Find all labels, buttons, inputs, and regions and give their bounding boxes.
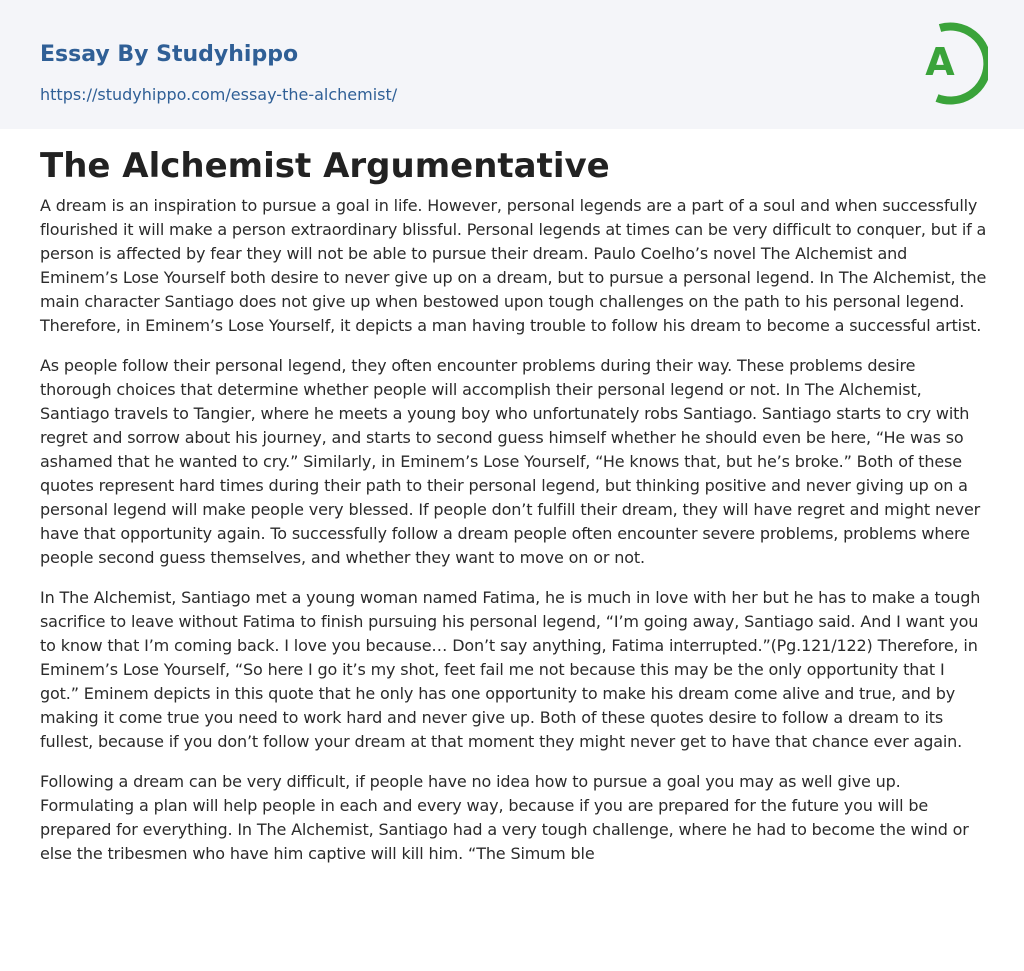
essay-body <box>40 194 988 882</box>
studyhippo-logo-icon[interactable] <box>910 18 988 106</box>
site-brand[interactable]: Essay By Studyhippo <box>40 42 299 67</box>
site-header <box>0 0 1024 129</box>
essay-paragraph-3: In The Alchemist, Santiago met a young woman named Fatima, he is much in love with her but he has to make a tough sacrifice to leave without Fatima to finish pursuing his personal legend, “I’m going away, Santiago said. And I want you to know that I’m coming back. I love you because… Don’t say anything, Fatima interrupted.”(Pg.121/122) Therefore, in Eminem’s Lose Yourself, “So here I go it’s my shot, feet fail me not because this may be the only opportunity that I got.” Eminem depicts in this quote that he only has one opportunity to make his dream come alive and true, and by making it come true you need to work hard and never give up. Both of these quotes desire to follow a dream to its fullest, because if you don’t follow your dream at that moment they might never get to have that chance ever again. <box>40 588 981 751</box>
essay-paragraph-4: Following a dream can be very difficult, if people have no idea how to pursue a goal you may as well give up. Formulating a plan will help people in each and every way, because if you are prepared for the future you will be prepared for everything. In The Alchemist, Santiago had a very tough challenge, where he had to become the wind or else the tribesmen who have him captive will kill him. “The Simum ble <box>40 772 969 863</box>
logo-letter: A <box>925 40 955 84</box>
essay-paragraph-2: As people follow their personal legend, they often encounter problems during their way. These problems desire thorough choices that determine whether people will accomplish their personal legend or not. In The Alchemist, Santiago travels to Tangier, where he meets a young boy who unfortunately robs Santiago. Santiago starts to cry with regret and sorrow about his journey, and starts to second guess himself whether he should even be here, “He was so ashamed that he wanted to cry.” Similarly, in Eminem’s Lose Yourself, “He knows that, but he’s broke.” Both of these quotes represent hard times during their path to their personal legend, but thinking positive and never giving up on a personal legend will make people very blessed. If people don’t fulfill their dream, they will have regret and might never have that opportunity again. To successfully follow a dream people often encounter severe problems, problems where people second guess themselves, and whether they want to move on or not. <box>40 356 981 567</box>
essay-title: The Alchemist Argumentative <box>40 146 610 186</box>
essay-url-link[interactable]: https://studyhippo.com/essay-the-alchemist/ <box>40 85 398 104</box>
essay-paragraph-1: A dream is an inspiration to pursue a goal in life. However, personal legends are a part of a soul and when successfully flourished it will make a person extraordinary blissful. Personal legends at times can be very difficult to conquer, but if a person is affected by fear they will not be able to pursue their dream. Paulo Coelho’s novel The Alchemist and Eminem’s Lose Yourself both desire to never give up on a dream, but to pursue a personal legend. In The Alchemist, the main character Santiago does not give up when bestowed upon tough challenges on the path to his personal legend. Therefore, in Eminem’s Lose Yourself, it depicts a man having trouble to follow his dream to become a successful artist. <box>40 196 987 335</box>
